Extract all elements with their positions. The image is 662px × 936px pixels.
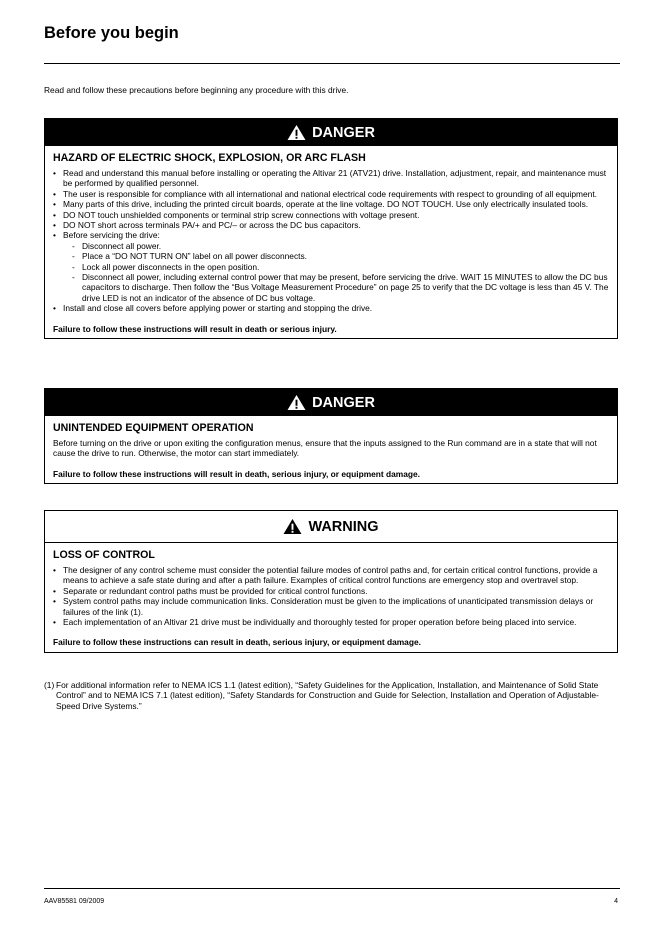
body-text: Before turning on the drive or upon exiting the configuration menus, ensure that the inputs assigned to the Run command are in a state that will not cause the drive to run. Otherwise, the motor can start immediately.: [53, 438, 597, 459]
footnote-number: (1): [44, 680, 55, 690]
sub-list-item: - Disconnect all power, including external control power that may be present, before servicing the drive. WAIT 15 MINUTES to allow the DC bus capacitors to discharge. Then follow the “Bus Voltage Measurement Procedure” on page 25 to verify that the DC voltage is less than 45 V. The drive LED is not an indicator of the absence of DC bus voltage.: [72, 272, 609, 303]
hazard-title: HAZARD OF ELECTRIC SHOCK, EXPLOSION, OR ARC FLASH: [53, 152, 366, 164]
warning-header-label: WARNING: [308, 518, 379, 535]
list-item-label: Before servicing the drive:: [63, 230, 160, 241]
warning-triangle-icon: [283, 518, 302, 535]
document-reference: AAV85581 09/2009: [44, 898, 105, 905]
page-number: 4: [614, 898, 618, 905]
consequence-text: Failure to follow these instructions will result in death, serious injury, or equipment damage.: [53, 468, 421, 479]
warning-header: [45, 511, 617, 543]
footnote-text: For additional information refer to NEMA ICS 1.1 (latest edition), “Safety Guidelines for the Application, Installation, and Maintenance of Solid State Control” and to NEMA ICS 7.1 (latest edition), “Safety Standards for Construction and Guide for Selection, Installation and Operation of Adjustable-Speed Drive Systems.”: [56, 680, 599, 711]
danger-header-label: DANGER: [312, 394, 375, 411]
hazard-title: LOSS OF CONTROL: [53, 549, 155, 561]
intro-text: Read and follow these precautions before beginning any procedure with this drive.: [44, 85, 349, 95]
warning-box-loss-of-control: [44, 510, 618, 653]
danger-box-electric-shock: [44, 118, 618, 339]
list-item: • DO NOT touch unshielded components or terminal strip screw connections with voltage present.: [53, 210, 609, 220]
list-item: • Each implementation of an Altivar 21 drive must be individually and thoroughly tested for proper operation before being placed into service.: [53, 617, 609, 627]
list-item: [53, 230, 609, 303]
sub-list-item: - Place a “DO NOT TURN ON” label on all power disconnects.: [72, 251, 609, 261]
consequence-text: Failure to follow these instructions will result in death or serious injury.: [53, 323, 337, 334]
sub-list-item: - Disconnect all power.: [72, 241, 609, 251]
top-divider: [44, 63, 620, 64]
list-item: • Separate or redundant control paths must be provided for critical control functions.: [53, 586, 609, 596]
hazard-title: UNINTENDED EQUIPMENT OPERATION: [53, 422, 254, 434]
warning-triangle-icon: [287, 394, 306, 411]
danger-header-label: DANGER: [312, 124, 375, 141]
danger-header: [45, 119, 617, 146]
danger-box-unintended-operation: [44, 388, 618, 484]
list-item: • Read and understand this manual before installing or operating the Altivar 21 (ATV21) drive. Installation, adjustment, repair, and maintenance must be performed by qualified personnel.: [53, 168, 609, 189]
footnote: [44, 680, 620, 711]
list-item: • The designer of any control scheme must consider the potential failure modes of control paths and, for certain critical control functions, provide a means to achieve a safe state during and after a path failure. Examples of critical control functions are emergency stop and overtravel stop.: [53, 565, 609, 586]
list-item: • DO NOT short across terminals PA/+ and PC/– or across the DC bus capacitors.: [53, 220, 609, 230]
list-item: • Many parts of this drive, including the printed circuit boards, operate at the line voltage. DO NOT TOUCH. Use only electrically insulated tools.: [53, 199, 609, 209]
sub-list-item: - Lock all power disconnects in the open position.: [72, 262, 609, 272]
page-title: Before you begin: [44, 24, 179, 42]
bottom-divider: [44, 888, 620, 889]
consequence-text: Failure to follow these instructions can result in death, serious injury, or equipment damage.: [53, 637, 421, 648]
list-item: • The user is responsible for compliance with all international and national electrical code requirements with respect to grounding of all equipment.: [53, 189, 609, 199]
danger-header: [45, 389, 617, 416]
list-item: • System control paths may include communication links. Consideration must be given to the implications of unanticipated transmission delays or failures of the link (1).: [53, 596, 609, 617]
warning-triangle-icon: [287, 124, 306, 141]
list-item: • Install and close all covers before applying power or starting and stopping the drive.: [53, 303, 609, 313]
